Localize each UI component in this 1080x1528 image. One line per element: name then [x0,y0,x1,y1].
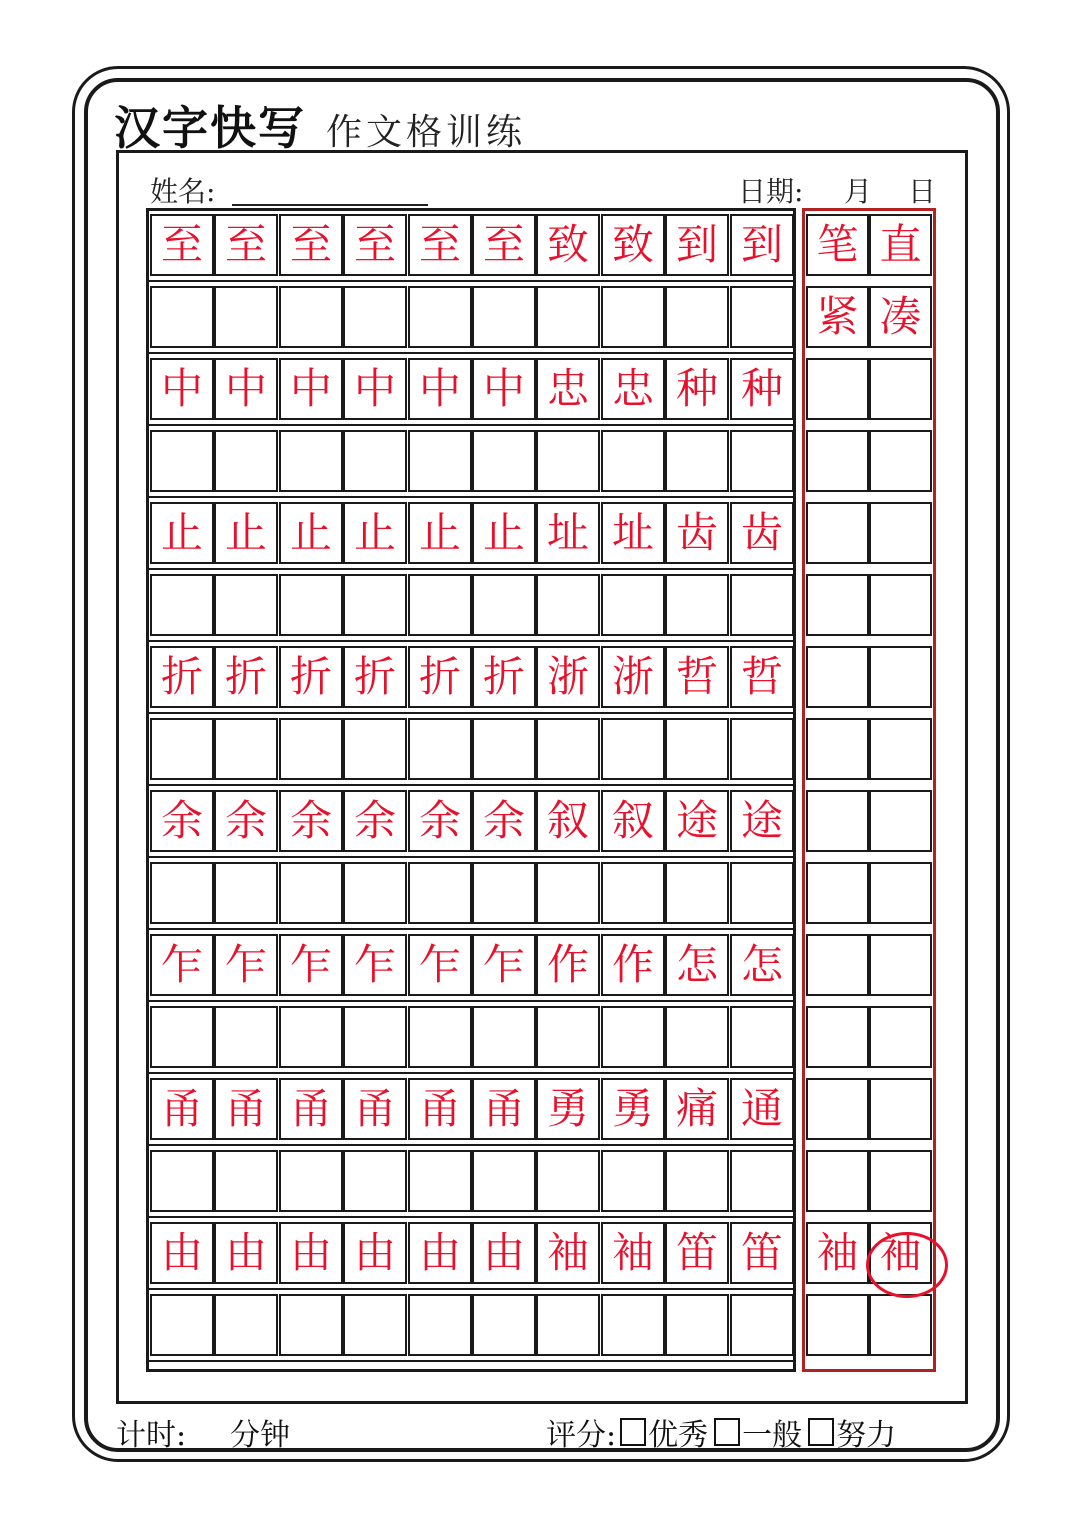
side-sample-cell: 袖 [806,1222,869,1284]
model-char-cell: 由 [214,1222,278,1284]
model-char-cell: 到 [665,214,729,276]
model-char-cell: 中 [472,358,536,420]
model-char-cell: 至 [408,214,472,276]
row-divider [148,1072,794,1074]
blank-practice-cell [214,1150,278,1212]
model-char-cell: 余 [279,790,343,852]
model-char-cell: 止 [408,502,472,564]
blank-practice-cell [343,1150,407,1212]
side-blank-cell [806,646,869,708]
blank-practice-cell [150,1006,214,1068]
model-char-cell: 甬 [214,1078,278,1140]
blank-practice-cell [665,286,729,348]
blank-practice-cell [536,430,600,492]
model-char-cell: 折 [150,646,214,708]
blank-practice-cell [150,1150,214,1212]
model-char-cell: 至 [214,214,278,276]
model-char-cell: 齿 [665,502,729,564]
model-char-cell: 齿 [730,502,794,564]
side-blank-cell [806,502,869,564]
blank-practice-cell [601,286,665,348]
model-char-cell: 止 [343,502,407,564]
model-char-cell: 致 [601,214,665,276]
model-char-cell: 止 [214,502,278,564]
model-char-cell: 至 [150,214,214,276]
blank-practice-cell [214,1294,278,1356]
blank-practice-cell [665,718,729,780]
day-label: 日 [908,175,937,208]
blank-practice-cell [343,718,407,780]
model-char-cell: 叙 [601,790,665,852]
blank-practice-cell [343,430,407,492]
model-char-cell: 至 [472,214,536,276]
blank-practice-cell [150,718,214,780]
model-char-cell: 浙 [601,646,665,708]
blank-practice-cell [214,286,278,348]
timer-label: 计时: [116,1418,187,1453]
score-checkbox-excellent[interactable] [620,1418,646,1446]
model-char-cell: 余 [472,790,536,852]
model-char-cell: 址 [601,502,665,564]
blank-practice-cell [536,718,600,780]
model-char-cell: 余 [408,790,472,852]
row-divider [148,424,794,426]
model-char-cell: 折 [279,646,343,708]
sheet-title: 汉字快写 [114,101,306,155]
model-char-cell: 甬 [343,1078,407,1140]
model-char-cell: 乍 [150,934,214,996]
blank-practice-cell [214,430,278,492]
blank-practice-cell [601,862,665,924]
row-divider [148,784,794,786]
model-char-cell: 甬 [408,1078,472,1140]
model-char-cell: 中 [343,358,407,420]
model-char-cell: 折 [214,646,278,708]
row-divider [148,208,794,210]
side-blank-cell [806,790,869,852]
blank-practice-cell [408,574,472,636]
model-char-cell: 折 [343,646,407,708]
blank-practice-cell [279,574,343,636]
blank-practice-cell [343,574,407,636]
side-blank-cell [806,1078,869,1140]
model-char-cell: 哲 [730,646,794,708]
model-char-cell: 勇 [601,1078,665,1140]
side-sample-cell: 袖 [869,1222,932,1284]
model-char-cell: 乍 [279,934,343,996]
model-char-cell: 勇 [536,1078,600,1140]
model-char-cell: 怎 [665,934,729,996]
model-char-cell: 余 [343,790,407,852]
blank-practice-cell [472,718,536,780]
blank-practice-cell [279,430,343,492]
name-label: 姓名: [150,175,216,208]
row-divider [148,640,794,642]
blank-practice-cell [408,1150,472,1212]
blank-practice-cell [536,1006,600,1068]
blank-practice-cell [730,286,794,348]
model-char-cell: 乍 [343,934,407,996]
row-divider [148,352,794,354]
blank-practice-cell [730,1006,794,1068]
blank-practice-cell [150,430,214,492]
model-char-cell: 痛 [665,1078,729,1140]
blank-practice-cell [150,862,214,924]
model-char-cell: 乍 [214,934,278,996]
blank-practice-cell [150,286,214,348]
blank-practice-cell [343,862,407,924]
side-blank-cell [869,502,932,564]
row-divider [148,1216,794,1218]
date-label: 日期: [738,175,804,208]
blank-practice-cell [343,1006,407,1068]
side-blank-cell [869,358,932,420]
model-char-cell: 作 [601,934,665,996]
blank-practice-cell [279,718,343,780]
side-blank-cell [806,574,869,636]
side-tip-cell: 笔 [806,214,869,276]
score-option-effort: 努力 [836,1418,897,1453]
model-char-cell: 中 [214,358,278,420]
side-blank-cell [806,430,869,492]
score-option-average: 一般 [742,1418,803,1453]
month-label: 月 [844,175,873,208]
blank-practice-cell [536,574,600,636]
model-char-cell: 由 [343,1222,407,1284]
blank-practice-cell [472,574,536,636]
blank-practice-cell [279,1006,343,1068]
blank-practice-cell [408,286,472,348]
blank-practice-cell [730,574,794,636]
blank-practice-cell [343,286,407,348]
model-char-cell: 中 [408,358,472,420]
model-char-cell: 怎 [730,934,794,996]
side-blank-cell [869,790,932,852]
blank-practice-cell [730,862,794,924]
model-char-cell: 甬 [279,1078,343,1140]
row-divider [148,1360,794,1362]
model-char-cell: 折 [472,646,536,708]
blank-practice-cell [472,430,536,492]
model-char-cell: 笛 [730,1222,794,1284]
blank-practice-cell [665,1006,729,1068]
side-blank-cell [806,934,869,996]
score-option-excellent: 优秀 [648,1418,709,1453]
blank-practice-cell [601,718,665,780]
blank-practice-cell [472,286,536,348]
model-char-cell: 忠 [536,358,600,420]
blank-practice-cell [279,1150,343,1212]
model-char-cell: 至 [279,214,343,276]
model-char-cell: 中 [150,358,214,420]
side-blank-cell [869,1294,932,1356]
model-char-cell: 袖 [601,1222,665,1284]
row-divider [148,280,794,282]
model-char-cell: 止 [150,502,214,564]
model-char-cell: 由 [472,1222,536,1284]
side-blank-cell [806,862,869,924]
blank-practice-cell [150,1294,214,1356]
model-char-cell: 甬 [150,1078,214,1140]
blank-practice-cell [408,1006,472,1068]
blank-practice-cell [601,1294,665,1356]
grade-stamp [866,1232,948,1298]
blank-practice-cell [472,862,536,924]
model-char-cell: 由 [150,1222,214,1284]
side-blank-cell [806,1150,869,1212]
model-char-cell: 乍 [472,934,536,996]
side-blank-cell [806,1006,869,1068]
side-blank-cell [869,430,932,492]
side-tip-cell: 凑 [869,286,932,348]
model-char-cell: 作 [536,934,600,996]
blank-practice-cell [472,1150,536,1212]
row-divider [148,1144,794,1146]
blank-practice-cell [214,1006,278,1068]
sheet-subtitle: 作文格训练 [326,112,527,153]
side-blank-cell [869,718,932,780]
row-divider [148,856,794,858]
model-char-cell: 由 [279,1222,343,1284]
row-divider [148,496,794,498]
blank-practice-cell [601,1150,665,1212]
blank-practice-cell [536,1294,600,1356]
side-blank-cell [806,718,869,780]
score-label: 评分: [546,1418,617,1453]
model-char-cell: 到 [730,214,794,276]
model-char-cell: 中 [279,358,343,420]
blank-practice-cell [343,1294,407,1356]
blank-practice-cell [665,1150,729,1212]
score-checkbox-effort[interactable] [808,1418,834,1446]
model-char-cell: 叙 [536,790,600,852]
name-field[interactable] [232,204,428,206]
blank-practice-cell [665,862,729,924]
blank-practice-cell [730,1294,794,1356]
blank-practice-cell [601,1006,665,1068]
row-divider [148,712,794,714]
blank-practice-cell [730,430,794,492]
blank-practice-cell [214,862,278,924]
model-char-cell: 余 [214,790,278,852]
model-char-cell: 止 [279,502,343,564]
score-checkbox-average[interactable] [714,1418,740,1446]
score-section [546,1410,898,1454]
model-char-cell: 浙 [536,646,600,708]
model-char-cell: 甬 [472,1078,536,1140]
blank-practice-cell [279,286,343,348]
model-char-cell: 种 [730,358,794,420]
model-char-cell: 折 [408,646,472,708]
model-char-cell: 种 [665,358,729,420]
row-divider [148,1000,794,1002]
row-divider [148,568,794,570]
model-char-cell: 至 [343,214,407,276]
side-blank-cell [869,646,932,708]
side-blank-cell [869,574,932,636]
model-char-cell: 致 [536,214,600,276]
model-char-cell: 止 [472,502,536,564]
model-char-cell: 由 [408,1222,472,1284]
blank-practice-cell [536,286,600,348]
minutes-label: 分钟 [230,1418,290,1453]
side-tip-cell: 直 [869,214,932,276]
blank-practice-cell [472,1006,536,1068]
model-char-cell: 笛 [665,1222,729,1284]
blank-practice-cell [665,1294,729,1356]
blank-practice-cell [214,718,278,780]
model-char-cell: 哲 [665,646,729,708]
blank-practice-cell [665,430,729,492]
model-char-cell: 乍 [408,934,472,996]
blank-practice-cell [665,574,729,636]
blank-practice-cell [601,430,665,492]
blank-practice-cell [408,430,472,492]
side-blank-cell [806,1294,869,1356]
side-blank-cell [869,1006,932,1068]
blank-practice-cell [279,1294,343,1356]
side-blank-cell [869,934,932,996]
blank-practice-cell [730,1150,794,1212]
blank-practice-cell [408,1294,472,1356]
row-divider [148,928,794,930]
model-char-cell: 址 [536,502,600,564]
blank-practice-cell [472,1294,536,1356]
model-char-cell: 余 [150,790,214,852]
blank-practice-cell [536,862,600,924]
blank-practice-cell [730,718,794,780]
side-blank-cell [869,1078,932,1140]
model-char-cell: 袖 [536,1222,600,1284]
side-blank-cell [869,862,932,924]
blank-practice-cell [150,574,214,636]
blank-practice-cell [408,718,472,780]
model-char-cell: 通 [730,1078,794,1140]
side-tip-cell: 紧 [806,286,869,348]
side-blank-cell [869,1150,932,1212]
row-divider [148,1288,794,1290]
side-blank-cell [806,358,869,420]
model-char-cell: 忠 [601,358,665,420]
blank-practice-cell [279,862,343,924]
blank-practice-cell [408,862,472,924]
model-char-cell: 途 [665,790,729,852]
blank-practice-cell [536,1150,600,1212]
blank-practice-cell [601,574,665,636]
blank-practice-cell [214,574,278,636]
model-char-cell: 途 [730,790,794,852]
